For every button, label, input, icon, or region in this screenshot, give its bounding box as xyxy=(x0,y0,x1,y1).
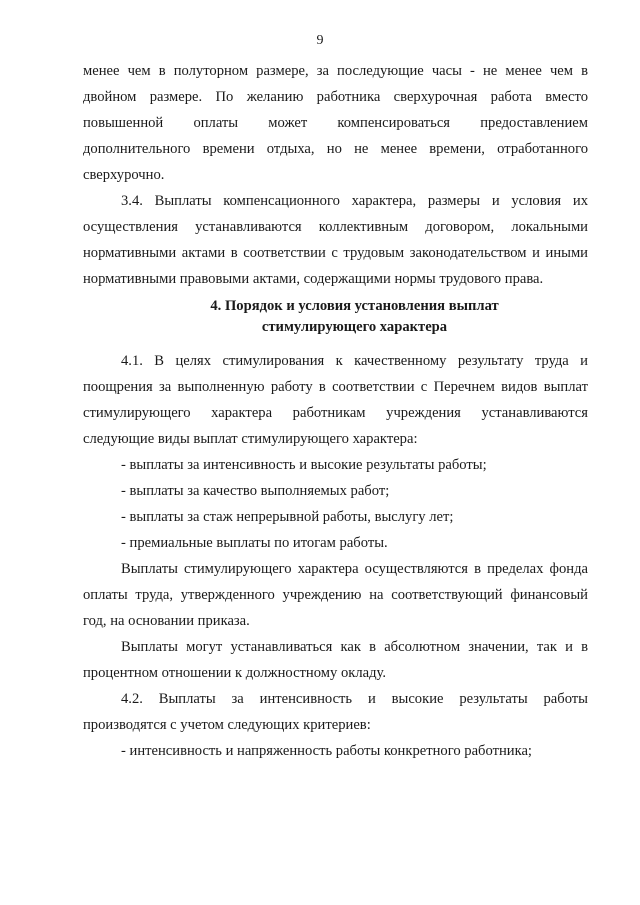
document-body xyxy=(83,58,588,764)
paragraph-absolute: Выплаты могут устанавливаться как в абсолютном значении, так и в процентном отношении к должностному окладу. xyxy=(83,639,588,681)
paragraph-4-2: 4.2. Выплаты за интенсивность и высокие результаты работы производятся с учетом следующих критериев: xyxy=(83,691,588,733)
paragraph-overtime: менее чем в полуторном размере, за последующие часы - не менее чем в двойном размере. По желанию работника сверхурочная работа вместо повышенной оплаты может компенсироваться предоставлением дополнительного времени отдыха, но не менее времени, отработанного сверхурочно. xyxy=(83,63,588,183)
list-item: - интенсивность и напряженность работы конкретного работника; xyxy=(121,743,532,759)
page-number: 9 xyxy=(316,33,324,48)
paragraph-fund: Выплаты стимулирующего характера осуществляются в пределах фонда оплаты труда, утвержденного учреждению на соответствующий финансовый год, на основании приказа. xyxy=(83,561,588,629)
section-heading-4 xyxy=(83,296,588,338)
paragraph-3-4: 3.4. Выплаты компенсационного характера, размеры и условия их осуществления устанавливаются коллективным договором, локальными нормативными актами в соответствии с трудовым законодательством и иными нормативными правовыми актами, содержащими нормы трудового права. xyxy=(83,193,588,287)
list-item: - выплаты за интенсивность и высокие результаты работы; xyxy=(121,457,487,473)
section-heading-line-1: 4. Порядок и условия установления выплат xyxy=(210,298,499,314)
list-item: - премиальные выплаты по итогам работы. xyxy=(121,535,388,551)
list-item: - выплаты за качество выполняемых работ; xyxy=(121,483,390,499)
list-item: - выплаты за стаж непрерывной работы, выслугу лет; xyxy=(121,509,454,525)
paragraph-4-1: 4.1. В целях стимулирования к качественному результату труда и поощрения за выполненную работу в соответствии с Перечнем видов выплат стимулирующего характера работникам учреждения устанавливаются следующие виды выплат стимулирующего характера: xyxy=(83,353,588,447)
section-heading-line-2: стимулирующего характера xyxy=(261,319,448,335)
